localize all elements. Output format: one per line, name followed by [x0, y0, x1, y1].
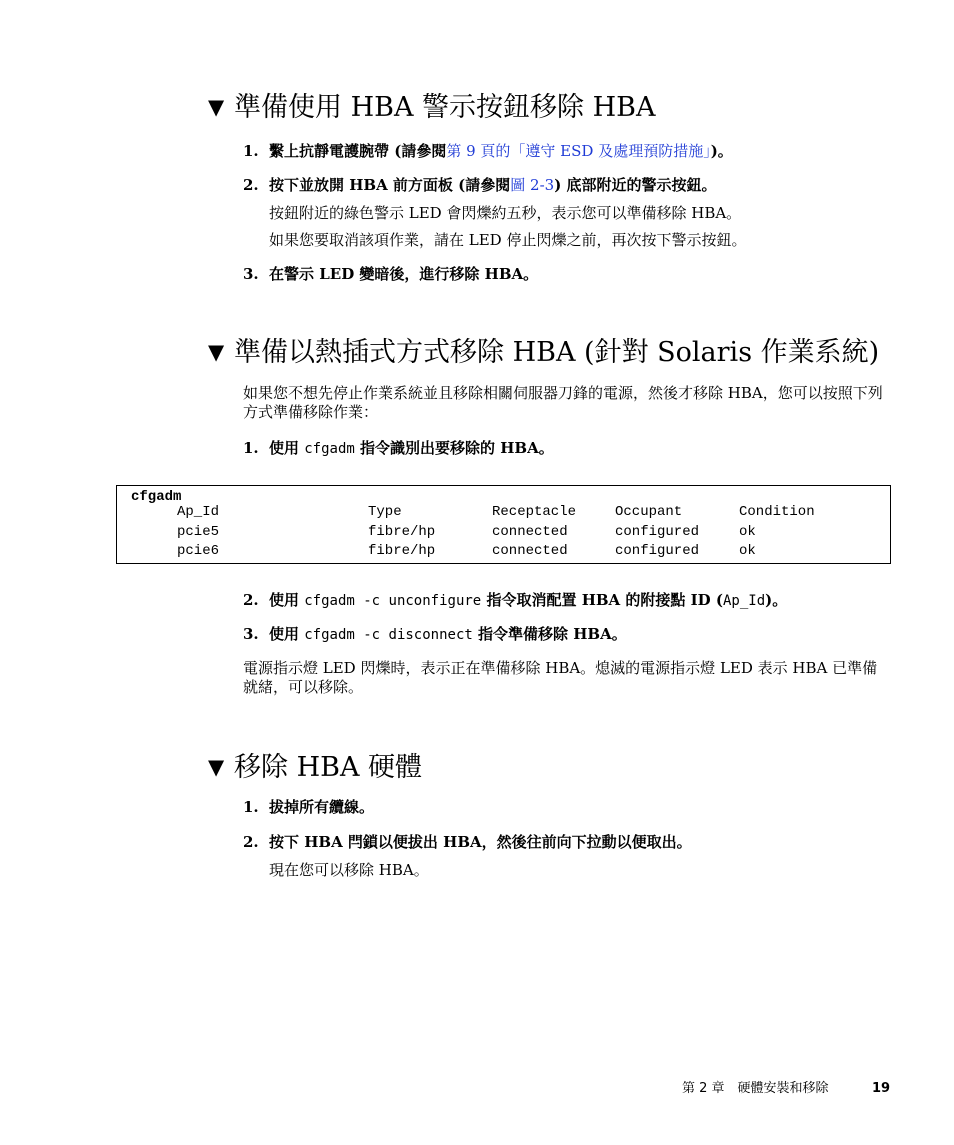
step-text-tail: )。	[710, 142, 733, 160]
triangle-bullet-icon: ▼	[208, 755, 225, 779]
code-cell: ok	[739, 524, 756, 540]
step-item	[243, 797, 374, 817]
step-item	[243, 141, 733, 161]
code-cell: Receptacle	[492, 504, 577, 520]
code-cell: connected	[492, 524, 568, 540]
inline-code: cfgadm	[304, 441, 355, 457]
code-data-row	[117, 542, 890, 561]
note-paragraph: 電源指示燈 LED 閃爍時，表示正在準備移除 HBA。熄滅的電源指示燈 LED 表示 HBA 已準備就緒，可以移除。	[243, 659, 878, 696]
step-text: 在警示 LED 變暗後，進行移除 HBA。	[269, 265, 539, 283]
code-cell: Occupant	[615, 504, 683, 520]
step-note: 現在您可以移除 HBA。	[269, 861, 429, 879]
step-number: 1.	[243, 142, 259, 160]
step-text-tail: 指令準備移除 HBA。	[472, 625, 627, 643]
section-title: 準備以熱插式方式移除 HBA (針對 Solaris 作業系統)	[234, 337, 880, 368]
step-number: 2.	[243, 833, 259, 851]
step-text-tail: 指令識別出要移除的 HBA。	[354, 439, 554, 457]
step-text: 使用	[269, 625, 305, 643]
section-heading-hot-plug	[208, 335, 879, 370]
step-item	[243, 175, 717, 195]
step-item	[243, 590, 787, 611]
step-text: 拔掉所有纜線。	[269, 798, 375, 816]
step-number: 3.	[243, 265, 259, 283]
step-text: 按下 HBA 閂鎖以便拔出 HBA，然後往前向下拉動以便取出。	[269, 833, 692, 851]
code-cell: fibre/hp	[368, 524, 436, 540]
step-text: 使用	[269, 591, 305, 609]
code-cell: pcie6	[177, 543, 220, 559]
step-item	[243, 438, 554, 459]
inline-code: Ap_Id	[722, 593, 766, 609]
step-text: 使用	[269, 439, 305, 457]
step-number: 3.	[243, 625, 259, 643]
page-number: 19	[872, 1081, 891, 1096]
code-cell: fibre/hp	[368, 543, 436, 559]
code-cell: Type	[368, 504, 402, 520]
section-heading-alert-button	[208, 90, 656, 125]
step-text-tail: ) 底部附近的警示按鈕。	[554, 176, 717, 194]
code-header-row	[117, 503, 890, 522]
step-text-mid: 指令取消配置 HBA 的附接點 ID (	[481, 591, 723, 609]
code-cell: Ap_Id	[177, 504, 220, 520]
step-text-tail: )。	[765, 591, 788, 609]
code-cell: configured	[615, 524, 700, 540]
figure-reference-link[interactable]: 圖 2-3	[510, 176, 555, 194]
step-text: 按下並放開 HBA 前方面板 (請參閱	[269, 176, 511, 194]
step-item	[243, 624, 627, 645]
code-cell: pcie5	[177, 524, 220, 540]
code-block	[116, 485, 891, 564]
step-number: 2.	[243, 591, 259, 609]
footer-chapter: 第 2 章 硬體安裝和移除	[682, 1081, 829, 1096]
section-title: 移除 HBA 硬體	[234, 752, 423, 783]
code-data-row	[117, 523, 890, 542]
code-command: cfgadm	[131, 489, 182, 505]
step-item	[243, 832, 692, 852]
code-cell: configured	[615, 543, 700, 559]
cross-reference-link[interactable]: 第 9 頁的「遵守 ESD 及處理預防措施」	[446, 142, 711, 160]
section-title: 準備使用 HBA 警示按鈕移除 HBA	[234, 92, 656, 123]
triangle-bullet-icon: ▼	[208, 95, 225, 119]
step-note: 按鈕附近的綠色警示 LED 會閃爍約五秒，表示您可以準備移除 HBA。	[269, 204, 742, 222]
step-item	[243, 264, 538, 284]
step-note: 如果您要取消該項作業，請在 LED 停止閃爍之前，再次按下警示按鈕。	[269, 231, 747, 249]
inline-code: cfgadm -c unconfigure	[304, 593, 482, 609]
section-heading-remove-hardware	[208, 750, 422, 785]
intro-paragraph: 如果您不想先停止作業系統並且移除相關伺服器刀鋒的電源，然後才移除 HBA，您可以按照下列方式準備移除作業：	[243, 384, 883, 421]
step-text: 繫上抗靜電護腕帶 (請參閱	[269, 142, 447, 160]
code-cell: Condition	[739, 504, 815, 520]
triangle-bullet-icon: ▼	[208, 340, 225, 364]
step-number: 1.	[243, 439, 259, 457]
step-number: 1.	[243, 798, 259, 816]
step-number: 2.	[243, 176, 259, 194]
inline-code: cfgadm -c disconnect	[304, 627, 473, 643]
code-cell: ok	[739, 543, 756, 559]
code-cell: connected	[492, 543, 568, 559]
